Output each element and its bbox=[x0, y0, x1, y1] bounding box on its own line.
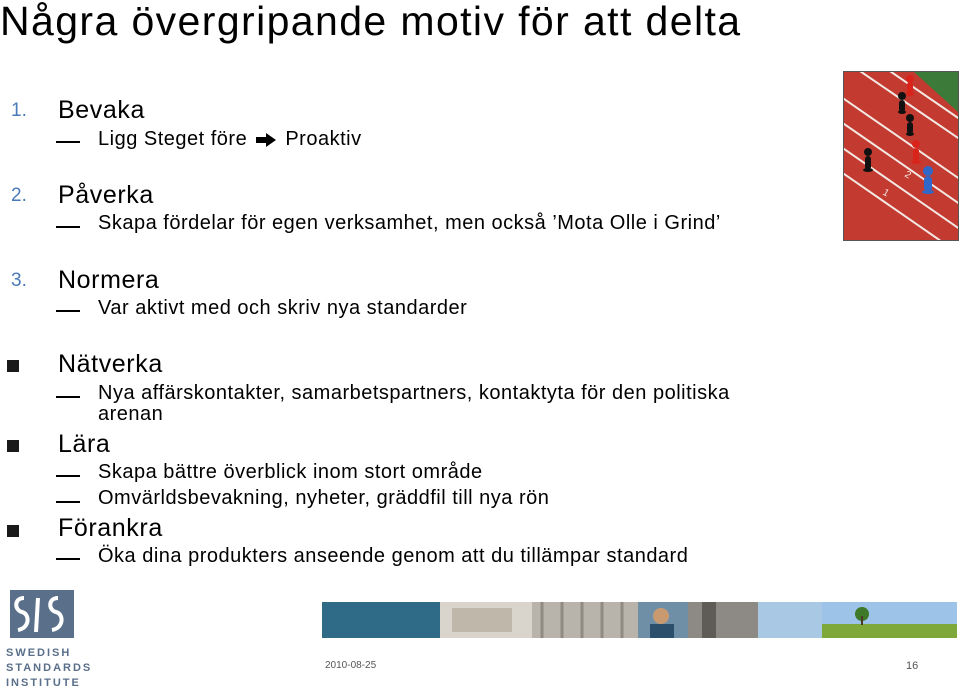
arrow-right-icon bbox=[255, 132, 277, 148]
running-track-image bbox=[843, 71, 959, 241]
sub-paverka: Skapa fördelar för egen verksamhet, men också ’Mota Olle i Grind’ bbox=[98, 212, 721, 234]
sub-lara-2: Omvärldsbevakning, nyheter, gräddfil till nya rön bbox=[98, 487, 550, 509]
sis-logo bbox=[8, 588, 94, 648]
photo-strip bbox=[322, 602, 957, 638]
sub-forankra: Öka dina produkters anseende genom att du tillämpar standard bbox=[98, 545, 689, 567]
sub-natverka-line1: Nya affärskontakter, samarbetspartners, kontaktyta för den politiska bbox=[98, 382, 730, 404]
sub-lara-1: Skapa bättre överblick inom stort område bbox=[98, 461, 483, 483]
item-number-2: 2. bbox=[11, 185, 27, 206]
dash bbox=[56, 226, 80, 228]
sub-text-before: Ligg Steget före bbox=[98, 128, 248, 150]
lane-number: 2 bbox=[902, 169, 913, 182]
sub-natverka-line2: arenan bbox=[98, 403, 164, 425]
dash bbox=[56, 475, 80, 477]
heading-forankra: Förankra bbox=[58, 514, 163, 542]
heading-paverka: Påverka bbox=[58, 181, 154, 209]
dash bbox=[56, 396, 80, 398]
footer-date: 2010-08-25 bbox=[325, 660, 377, 671]
logo-line: SWEDISH bbox=[6, 647, 72, 659]
sub-bevaka bbox=[98, 128, 362, 151]
heading-normera: Normera bbox=[58, 266, 160, 294]
heading-lara: Lära bbox=[58, 430, 111, 458]
dash bbox=[56, 141, 80, 143]
dash bbox=[56, 558, 80, 560]
dash bbox=[56, 310, 80, 312]
logo-line: INSTITUTE bbox=[6, 677, 81, 689]
logo-line: STANDARDS bbox=[6, 662, 93, 674]
square-bullet-icon bbox=[7, 440, 19, 452]
dash bbox=[56, 501, 80, 503]
sub-normera: Var aktivt med och skriv nya standarder bbox=[98, 297, 468, 319]
item-number-1: 1. bbox=[11, 100, 27, 121]
square-bullet-icon bbox=[7, 525, 19, 537]
slide-title: Några övergripande motiv för att delta bbox=[0, 0, 742, 44]
square-bullet-icon bbox=[7, 360, 19, 372]
heading-natverka: Nätverka bbox=[58, 350, 163, 378]
page-number: 16 bbox=[906, 660, 919, 672]
item-number-3: 3. bbox=[11, 270, 27, 291]
heading-bevaka: Bevaka bbox=[58, 96, 145, 124]
sub-text-after: Proaktiv bbox=[285, 128, 362, 150]
logo-text bbox=[6, 646, 98, 691]
lane-number: 1 bbox=[880, 187, 891, 200]
